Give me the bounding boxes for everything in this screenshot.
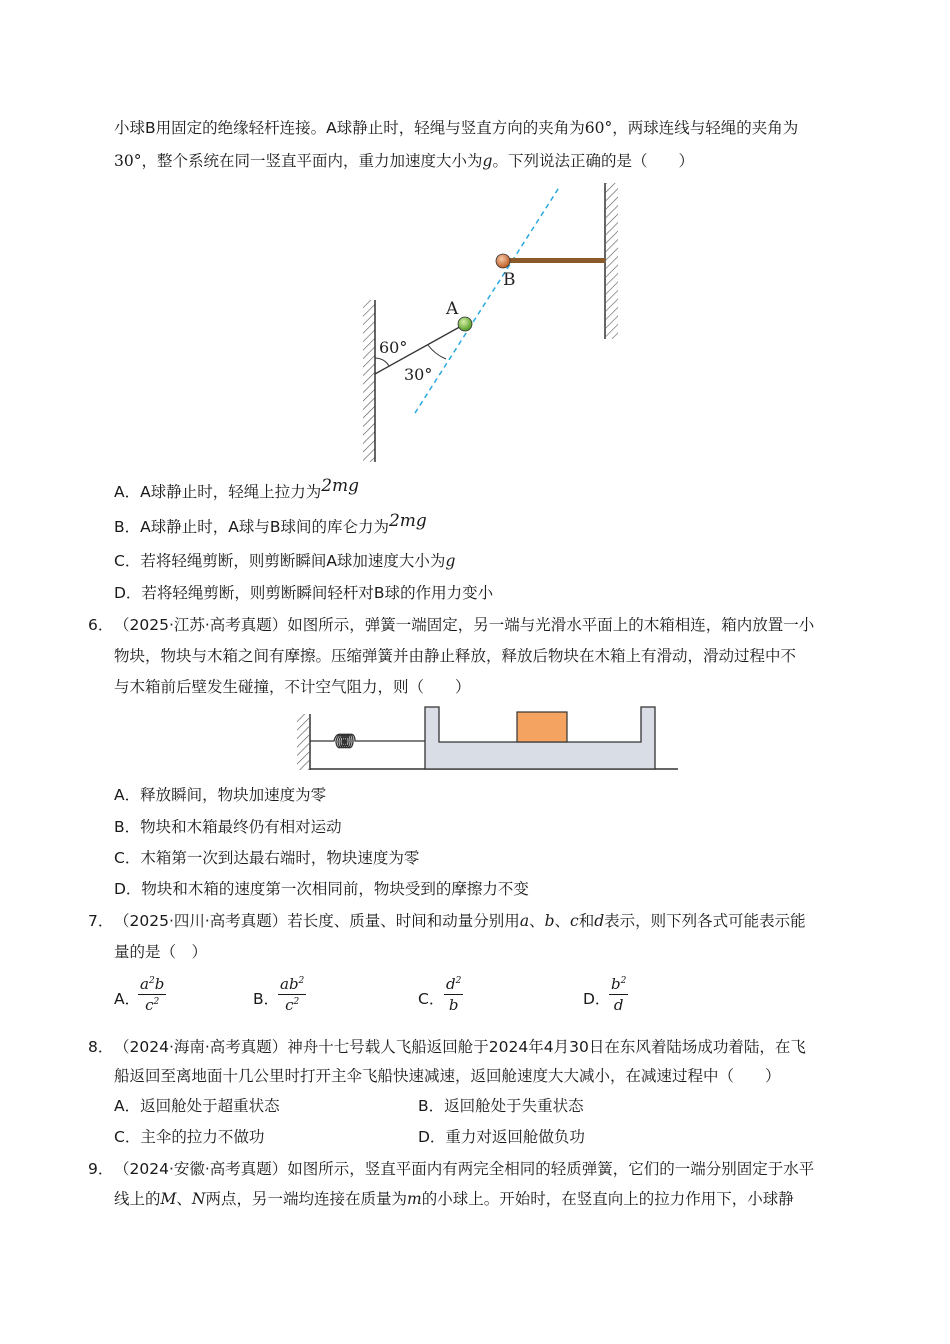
insulating-rod (505, 258, 605, 263)
q9-line1: （2024·安徽·高考真题）如图所示，竖直平面内有两完全相同的轻质弹簧，它们的一端分别固定于水平 (114, 1160, 815, 1178)
q7-option-d-fraction: $b^2$ d (611, 975, 627, 1014)
q9-number: 9． (88, 1160, 114, 1178)
angle-arc-60 (375, 358, 389, 366)
q8-number: 8． (88, 1038, 114, 1056)
q8-option-c: C．主伞的拉力不做功 (114, 1128, 265, 1146)
q5-option-c: C．若将轻绳剪断，则剪断瞬间A球加速度大小为g (114, 552, 456, 570)
q6-option-c: C．木箱第一次到达最右端时，物块速度为零 (114, 849, 420, 867)
q5-stem-line1: 小球B用固定的绝缘轻杆连接。A球静止时，轻绳与竖直方向的夹角为60°，两球连线与轻绳的夹角为 (114, 119, 799, 137)
small-block (517, 712, 567, 742)
q5-angle-60: 60° (584, 119, 613, 137)
q6-option-d: D．物块和木箱的速度第一次相同前，物块受到的摩擦力不变 (114, 880, 529, 898)
q7-number: 7． (88, 912, 114, 930)
q8-line1: （2024·海南·高考真题）神舟十七号载人飞船返回舱于2024年4月30日在东风着陆场成功着陆，在飞 (114, 1038, 806, 1056)
q6-option-a: A．释放瞬间，物块加速度为零 (114, 786, 327, 804)
ball-a (458, 317, 472, 331)
q7-option-a-fraction: $a^2b$ $c^2$ (140, 975, 165, 1014)
q7-option-a-label: A． (114, 990, 141, 1008)
q5-option-b: B．A球静止时，A球与B球间的库仑力为2mg (114, 511, 427, 536)
q7-option-c-fraction: $d^2$ b (446, 975, 462, 1014)
label-60: 60° (379, 338, 408, 357)
q8-option-b: B．返回舱处于失重状态 (418, 1097, 584, 1115)
q7-option-b-fraction: $ab^2$ $c^2$ (280, 975, 305, 1014)
q8-line2: 船返回至离地面十几公里时打开主伞飞船快速减速，返回舱速度大大减小，在减速过程中（ ） (114, 1067, 781, 1085)
angle-arc-30 (428, 345, 446, 359)
label-a: A (446, 299, 459, 319)
q5-angle-30: 30° (114, 152, 142, 170)
fixed-wall-hatch (297, 714, 309, 770)
right-wall-hatch (606, 183, 618, 339)
q7-option-b-label: B． (253, 990, 280, 1008)
ball-b (496, 254, 510, 268)
q7-line2: 量的是（ ） (114, 943, 208, 961)
q6-number: 6． (88, 616, 114, 634)
q6-line3: 与木箱前后壁发生碰撞，不计空气阻力，则（ ） (114, 678, 471, 696)
q8-option-d: D．重力对返回舱做负功 (418, 1128, 585, 1146)
ab-dashed-line (415, 186, 560, 413)
q8-option-a: A．返回舱处于超重状态 (114, 1097, 280, 1115)
q5-stem-line2: 30°，整个系统在同一竖直平面内，重力加速度大小为g。下列说法正确的是（ ） (114, 152, 694, 170)
label-30: 30° (404, 365, 433, 384)
spring (310, 734, 425, 748)
q9-line2: 线上的M、N两点，另一端均连接在质量为m的小球上。开始时，在竖直向上的拉力作用下，小球静 (114, 1190, 794, 1208)
left-wall-hatch (363, 300, 375, 462)
q6-line2: 物块，物块与木箱之间有摩擦。压缩弹簧并由静止释放，释放后物块在木箱上有滑动，滑动过程中不 (114, 647, 797, 665)
q7-option-c-label: C． (418, 990, 445, 1008)
q7-option-d-label: D． (583, 990, 611, 1008)
q5-option-a: A．A球静止时，轻绳上拉力为2mg (114, 476, 360, 501)
q6-figure (290, 704, 685, 776)
q6-option-b: B．物块和木箱最终仍有相对运动 (114, 818, 342, 836)
q6-line1: （2025·江苏·高考真题）如图所示，弹簧一端固定，另一端与光滑水平面上的木箱相连，箱内放置一小 (114, 616, 815, 634)
q7-line1: （2025·四川·高考真题）若长度、质量、时间和动量分别用a、b、c和d表示，则下列各式可能表示能 (114, 912, 806, 930)
q5-option-d: D．若将轻绳剪断，则剪断瞬间轻杆对B球的作用力变小 (114, 584, 494, 602)
label-b: B (503, 270, 516, 290)
q5-figure (345, 180, 625, 470)
